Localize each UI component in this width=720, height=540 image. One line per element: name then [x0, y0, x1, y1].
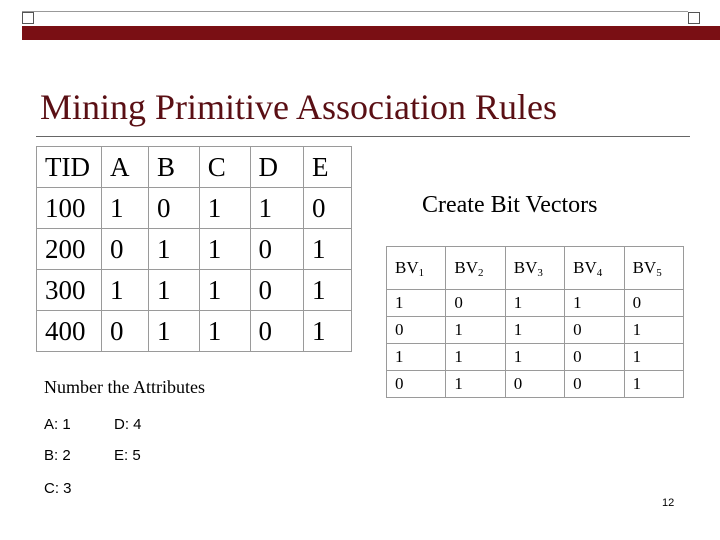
table-row	[37, 188, 352, 229]
bit-vector-row	[387, 371, 684, 398]
table-cell: 0	[102, 229, 149, 270]
bit-vector-row	[387, 344, 684, 371]
transaction-table	[36, 146, 352, 352]
bit-vector-header: $BV_2$	[446, 247, 505, 290]
table-cell: 400	[37, 311, 102, 352]
slide-title: Mining Primitive Association Rules	[40, 87, 558, 127]
bit-cell: 0	[565, 371, 624, 398]
bit-cell: 0	[565, 344, 624, 371]
table-cell: 1	[149, 229, 200, 270]
title-divider	[36, 136, 690, 137]
page-number: 12	[662, 497, 675, 509]
table-cell: 0	[250, 311, 304, 352]
table-cell: 100	[37, 188, 102, 229]
table-cell: 1	[149, 311, 200, 352]
table-cell: 1	[199, 311, 250, 352]
attribute-label: C: 3	[44, 480, 72, 497]
attribute-label: E: 5	[114, 447, 141, 464]
bit-cell: 1	[387, 344, 446, 371]
table-cell: 0	[102, 311, 149, 352]
table-cell: 0	[250, 270, 304, 311]
bit-cell: 1	[624, 317, 683, 344]
bit-cell: 0	[387, 371, 446, 398]
bit-vector-header-row	[387, 247, 684, 290]
attributes-title: Number the Attributes	[44, 377, 205, 397]
bit-vectors-caption: Create Bit Vectors	[422, 192, 598, 218]
bit-cell: 1	[505, 317, 564, 344]
table-cell: 0	[250, 229, 304, 270]
bit-vector-header: $BV_3$	[505, 247, 564, 290]
header-cell: B	[149, 147, 200, 188]
table-row	[37, 270, 352, 311]
table-cell: 1	[149, 270, 200, 311]
corner-square-right	[688, 12, 700, 24]
table-cell: 1	[304, 311, 352, 352]
bit-vector-header: $BV_1$	[387, 247, 446, 290]
top-rule	[22, 11, 688, 12]
header-cell: C	[199, 147, 250, 188]
header-cell: E	[304, 147, 352, 188]
table-row	[37, 229, 352, 270]
bit-cell: 0	[565, 317, 624, 344]
attribute-label: A: 1	[44, 416, 71, 433]
table-cell: 1	[102, 270, 149, 311]
bit-vector-row	[387, 290, 684, 317]
header-cell: TID	[37, 147, 102, 188]
table-cell: 1	[102, 188, 149, 229]
bit-cell: 1	[387, 290, 446, 317]
header-cell: A	[102, 147, 149, 188]
bit-cell: 0	[387, 317, 446, 344]
table-cell: 1	[199, 229, 250, 270]
table-cell: 0	[149, 188, 200, 229]
table-cell: 1	[199, 270, 250, 311]
attribute-label: B: 2	[44, 447, 71, 464]
bit-cell: 1	[446, 344, 505, 371]
bit-vector-header: $BV_5$	[624, 247, 683, 290]
bit-cell: 0	[505, 371, 564, 398]
table-cell: 200	[37, 229, 102, 270]
header-cell: D	[250, 147, 304, 188]
attribute-label: D: 4	[114, 416, 142, 433]
table-cell: 300	[37, 270, 102, 311]
bit-cell: 0	[446, 290, 505, 317]
bit-cell: 0	[624, 290, 683, 317]
bit-cell: 1	[565, 290, 624, 317]
table-header-row	[37, 147, 352, 188]
bit-cell: 1	[446, 317, 505, 344]
table-cell: 1	[304, 270, 352, 311]
bit-cell: 1	[505, 290, 564, 317]
corner-square-left	[22, 12, 34, 24]
bit-vector-row	[387, 317, 684, 344]
bit-vector-table	[386, 246, 684, 398]
table-cell: 1	[250, 188, 304, 229]
table-cell: 1	[199, 188, 250, 229]
table-row	[37, 311, 352, 352]
table-cell: 0	[304, 188, 352, 229]
bit-cell: 1	[505, 344, 564, 371]
bit-cell: 1	[624, 371, 683, 398]
header-bar	[22, 26, 720, 40]
bit-cell: 1	[624, 344, 683, 371]
bit-vector-header: $BV_4$	[565, 247, 624, 290]
table-cell: 1	[304, 229, 352, 270]
bit-cell: 1	[446, 371, 505, 398]
